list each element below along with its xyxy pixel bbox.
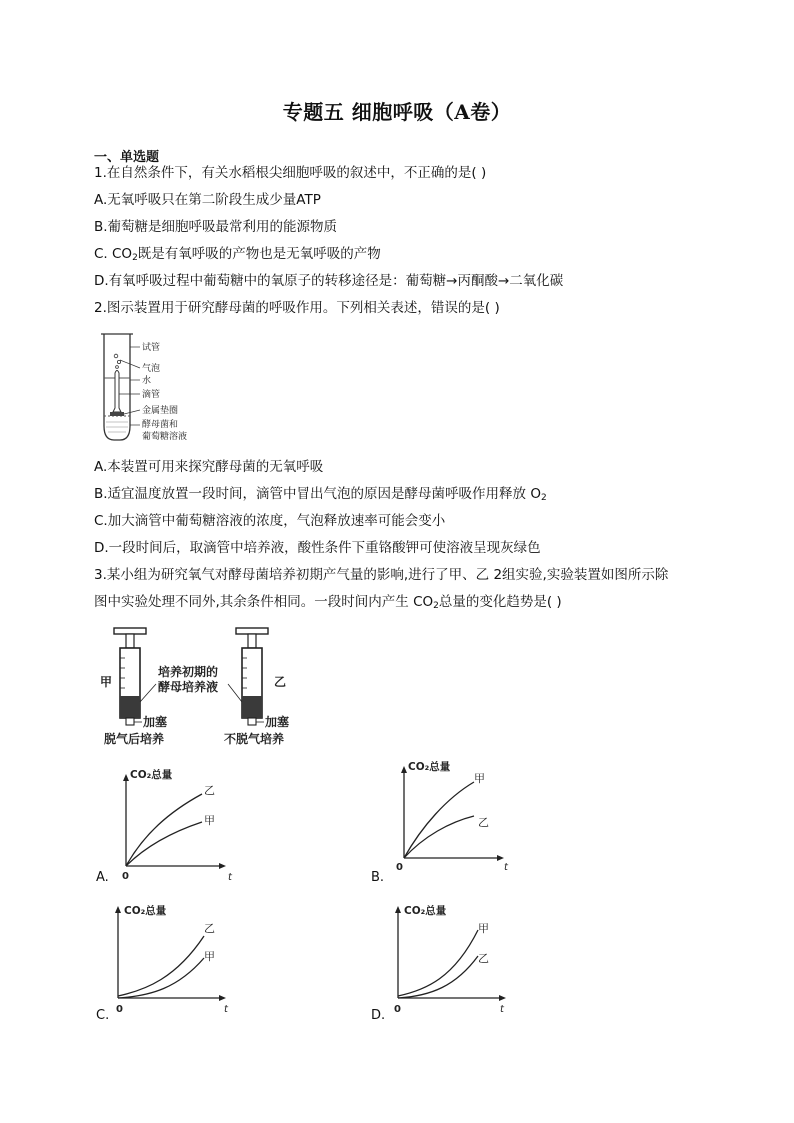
graph-option-d bbox=[386, 898, 516, 1018]
q2-stem: 2.图示装置用于研究酵母菌的呼吸作用。下列相关表述，错误的是( ) bbox=[94, 300, 500, 316]
curve-upper bbox=[398, 930, 478, 996]
q1-option-a: A.无氧呼吸只在第二阶段生成少量ATP bbox=[94, 192, 321, 208]
setup-yi-label: 乙 bbox=[274, 675, 287, 689]
x-axis-label: t bbox=[228, 872, 232, 882]
setup-left-caption: 脱气后培养 bbox=[104, 732, 165, 746]
lower-curve-label: 乙 bbox=[478, 952, 489, 965]
q3-option-a-label: A. bbox=[96, 870, 109, 885]
q1-option-b: B.葡萄糖是细胞呼吸最常利用的能源物质 bbox=[94, 219, 338, 235]
q2-option-d: D.一段时间后，取滴管中培养液，酸性条件下重铬酸钾可使溶液呈现灰绿色 bbox=[94, 540, 541, 556]
setup-right-caption: 不脱气培养 bbox=[224, 732, 285, 746]
graph-option-b bbox=[392, 756, 512, 874]
yeast-solution bbox=[106, 422, 128, 432]
origin-label: 0 bbox=[116, 1004, 123, 1015]
dropper bbox=[113, 371, 121, 413]
ylabel: CO₂总量 bbox=[130, 769, 173, 781]
q1-option-c bbox=[94, 244, 381, 268]
upper-curve-label: 甲 bbox=[474, 772, 485, 785]
lower-curve-label: 甲 bbox=[204, 950, 215, 963]
q1-stem: 1.在自然条件下，有关水稻根尖细胞呼吸的叙述中，不正确的是( ) bbox=[94, 165, 487, 181]
upper-curve-label: 甲 bbox=[478, 922, 489, 935]
bubble bbox=[117, 360, 120, 363]
setup-plug-left: 加塞 bbox=[143, 715, 168, 729]
syringe-setup-figure bbox=[96, 624, 316, 750]
label-dropper: 滴管 bbox=[142, 390, 161, 400]
lower-curve-label: 乙 bbox=[478, 816, 489, 829]
curve-lower bbox=[118, 958, 204, 998]
curve-upper bbox=[404, 782, 474, 858]
syringe-jia bbox=[114, 628, 146, 725]
bubble bbox=[116, 366, 119, 369]
curve-lower bbox=[398, 956, 478, 998]
q2-option-b-sub: 2 bbox=[540, 493, 547, 503]
bubble bbox=[114, 354, 118, 358]
graph-option-c bbox=[106, 898, 236, 1018]
ylabel: CO₂总量 bbox=[124, 905, 167, 917]
q3-stem-sub: 2 bbox=[433, 601, 439, 611]
q1-option-d: D.有氧呼吸过程中葡萄糖中的氧原子的转移途径是：葡萄糖→丙酮酸→二氧化碳 bbox=[94, 273, 564, 289]
test-tube-figure bbox=[96, 328, 216, 448]
label-washer: 金属垫圈 bbox=[142, 406, 179, 416]
q3-option-d-label: D. bbox=[371, 1008, 386, 1023]
q1-option-c-pre: C. CO bbox=[94, 246, 133, 262]
q3-stem-line1: 3.某小组为研究氧气对酵母菌培养初期产气量的影响,进行了甲、乙 2组实验,实验装置如图所示除 bbox=[94, 567, 669, 583]
q3-option-c-label: C. bbox=[96, 1008, 110, 1023]
ylabel: CO₂总量 bbox=[404, 905, 447, 917]
label-glucose: 葡萄糖溶液 bbox=[142, 432, 188, 442]
x-axis-label: t bbox=[504, 862, 508, 873]
metal-washer bbox=[110, 412, 124, 416]
ylabel: CO₂总量 bbox=[408, 761, 451, 773]
q2-option-a: A.本装置可用来探究酵母菌的无氧呼吸 bbox=[94, 459, 324, 475]
lower-curve-label: 甲 bbox=[204, 814, 215, 827]
x-axis-label: t bbox=[224, 1004, 228, 1015]
setup-center-line2: 酵母培养液 bbox=[158, 680, 219, 694]
x-axis-label: t bbox=[500, 1004, 504, 1015]
q3-option-b-label: B. bbox=[371, 870, 385, 885]
label-yeast: 酵母菌和 bbox=[142, 420, 179, 430]
q3-stem-line2 bbox=[94, 592, 562, 616]
setup-center-line1: 培养初期的 bbox=[158, 665, 219, 679]
q3-stem-post: 总量的变化趋势是( ) bbox=[438, 594, 562, 610]
q3-stem-pre: 图中实验处理不同外,其余条件相同。一段时间内产生 CO bbox=[94, 594, 434, 610]
curve-upper bbox=[118, 936, 204, 996]
section-heading: 一、单选题 bbox=[94, 150, 160, 165]
q2-option-b-pre: B.适宜温度放置一段时间，滴管中冒出气泡的原因是酵母菌呼吸作用释放 O bbox=[94, 486, 541, 502]
q1-option-c-sub: 2 bbox=[132, 253, 138, 263]
setup-plug-right: 加塞 bbox=[265, 715, 290, 729]
q1-option-c-post: 既是有氧呼吸的产物也是无氧呼吸的产物 bbox=[137, 246, 381, 262]
label-water: 水 bbox=[142, 376, 152, 386]
origin-label: 0 bbox=[122, 871, 129, 882]
upper-curve-label: 乙 bbox=[204, 922, 215, 935]
graph-option-a bbox=[114, 764, 234, 882]
origin-label: 0 bbox=[394, 1004, 401, 1015]
label-test-tube: 试管 bbox=[142, 343, 161, 353]
syringe-yi bbox=[236, 628, 268, 725]
upper-curve-label: 乙 bbox=[204, 784, 215, 797]
origin-label: 0 bbox=[396, 862, 403, 873]
curve-lower bbox=[404, 816, 474, 858]
q2-option-b bbox=[94, 484, 547, 508]
curve-lower bbox=[126, 822, 202, 866]
q2-option-c: C.加大滴管中葡萄糖溶液的浓度，气泡释放速率可能会变小 bbox=[94, 513, 446, 529]
page-title: 专题五 细胞呼吸（A卷） bbox=[282, 100, 512, 124]
setup-jia-label: 甲 bbox=[100, 675, 113, 689]
label-bubble: 气泡 bbox=[142, 364, 161, 374]
